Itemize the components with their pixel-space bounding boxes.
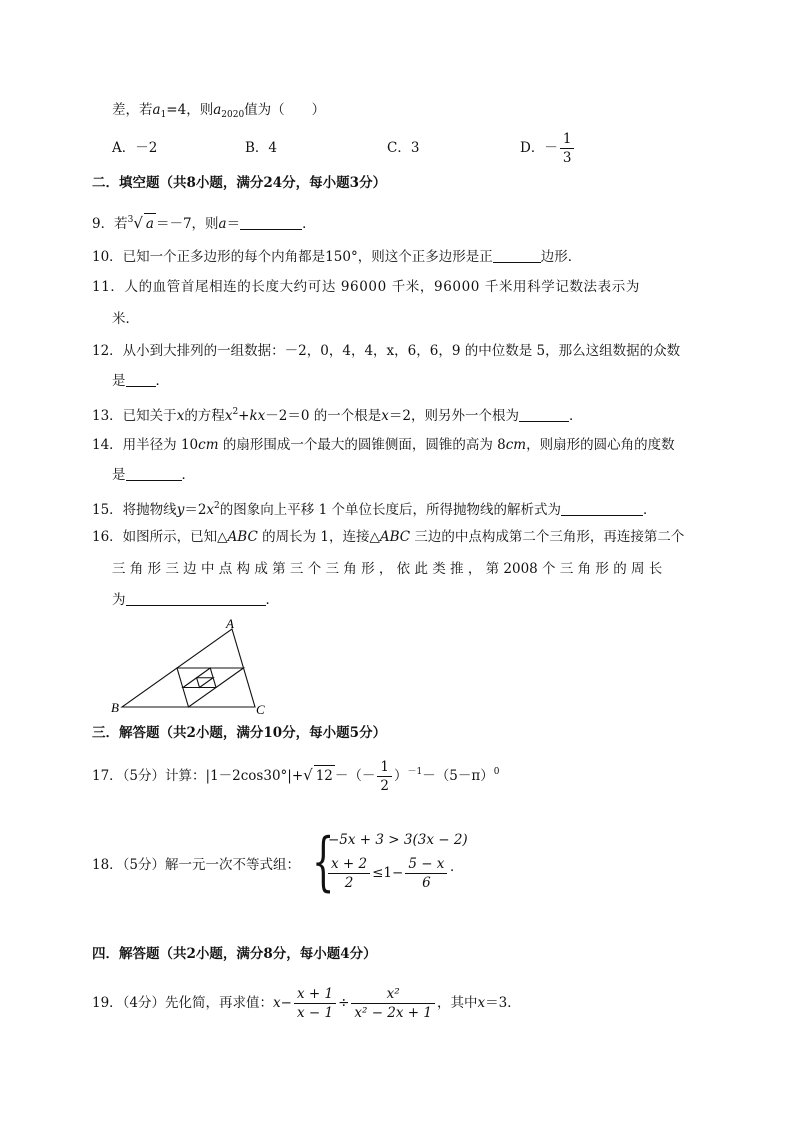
q8-option-b: B．4 [245, 140, 278, 156]
q18-stem: 18．（5分）解一元一次不等式组： [92, 857, 301, 873]
q14-answer-blank [126, 466, 182, 481]
q13-answer-blank [519, 407, 569, 422]
q12-line2: 是 ． [112, 373, 169, 389]
q15: 15．将抛物线$y=2x^2$的图象向上平移 1 个单位长度后，所得抛物线的解析式为 ． [92, 501, 657, 518]
q11-line2: 米． [112, 311, 139, 327]
q17-fraction: $\frac{1}{2}$ [377, 758, 392, 795]
vertex-label-c: C [256, 702, 265, 715]
q16-line3: 为 ． [112, 592, 279, 608]
q13: 13．已知关于x的方程$x^2+kx-2=0$ 的一个根是x＝2，则另外一个根为 ． [92, 407, 583, 424]
q16-line1: 16．如图所示，已知△ABC 的周长为 1，连接△ABC 三边的中点构成第二个三角形，再连接第二个 [92, 529, 685, 545]
q11-line1: 11．人的血管首尾相连的长度大约可达 96000 千米，96000 千米用科学记数法表示为 [92, 279, 640, 295]
section-2-title: 二．填空题（共8小题，满分24分，每小题3分） [92, 175, 387, 191]
q18-brace: { [312, 825, 335, 899]
q18-end: ． [450, 859, 464, 875]
q14-line1: 14．用半径为 10cm 的扇形围成一个最大的圆锥侧面，圆锥的高为 8cm，则扇形的圆心角的度数 [92, 437, 675, 453]
vertex-label-b: B [111, 700, 119, 715]
q18-inequality-2: $\frac{x + 2}{2}$ ≤1− $\frac{5 - x}{6}$ [326, 855, 449, 892]
q10-answer-blank [493, 248, 541, 263]
q16-answer-blank [126, 591, 266, 606]
q12-answer-blank [126, 372, 156, 387]
q16-triangle-figure [108, 615, 278, 715]
q9: 9．若$^3$√ a ＝－7，则a＝ ． [92, 214, 316, 232]
q8-option-c: C．3 [387, 140, 420, 156]
q8-stem: 差，若$a_1=4$，则$a_{2020}$值为（ ） [112, 102, 326, 120]
q9-answer-blank [240, 215, 302, 230]
q16-line2: 三 角 形 三 边 中 点 构 成 第 三 个 三 角 形 ， 依 此 类 推 ， 第 2008 个 三 角 形 的 周 长 [112, 561, 663, 577]
vertex-label-a: A [226, 616, 234, 631]
q19: 19．（4分）先化简，再求值：x− $\frac{x + 1}{x - 1}$ ÷ $\frac{\text{x²}}{\text{x² − 2x + 1}}$ ，其中x＝3． [92, 986, 521, 1021]
q14-line2: 是 ． [112, 467, 195, 483]
q15-answer-blank [561, 501, 643, 516]
q10: 10．已知一个正多边形的每个内角都是150°，则这个正多边形是正 边形． [92, 249, 582, 265]
q12-line1: 12．从小到大排列的一组数据：－2，0，4，4，x，6，6，9 的中位数是 5，那么这组数据的众数 [92, 343, 681, 359]
q8-option-a: A．－2 [112, 140, 158, 156]
q8-option-d: D．－ $\frac{1}{3}$ [520, 130, 576, 167]
q17: 17．（5分）计算：|1－2cos30°|+√ 12 －（－ $\frac{1}{2}$ ）$^{-1}-(5-\pi)^0$ [92, 759, 500, 794]
section-3-title: 三．解答题（共2小题，满分10分，每小题5分） [92, 725, 387, 741]
triangle-4 [197, 678, 214, 688]
q18-inequality-1: −5x + 3 > 3(3x − 2) [328, 832, 468, 848]
section-4-title: 四．解答题（共2小题，满分8分，每小题4分） [92, 946, 377, 962]
q8-option-d-fraction: $\frac{1}{3}$ [560, 130, 575, 167]
